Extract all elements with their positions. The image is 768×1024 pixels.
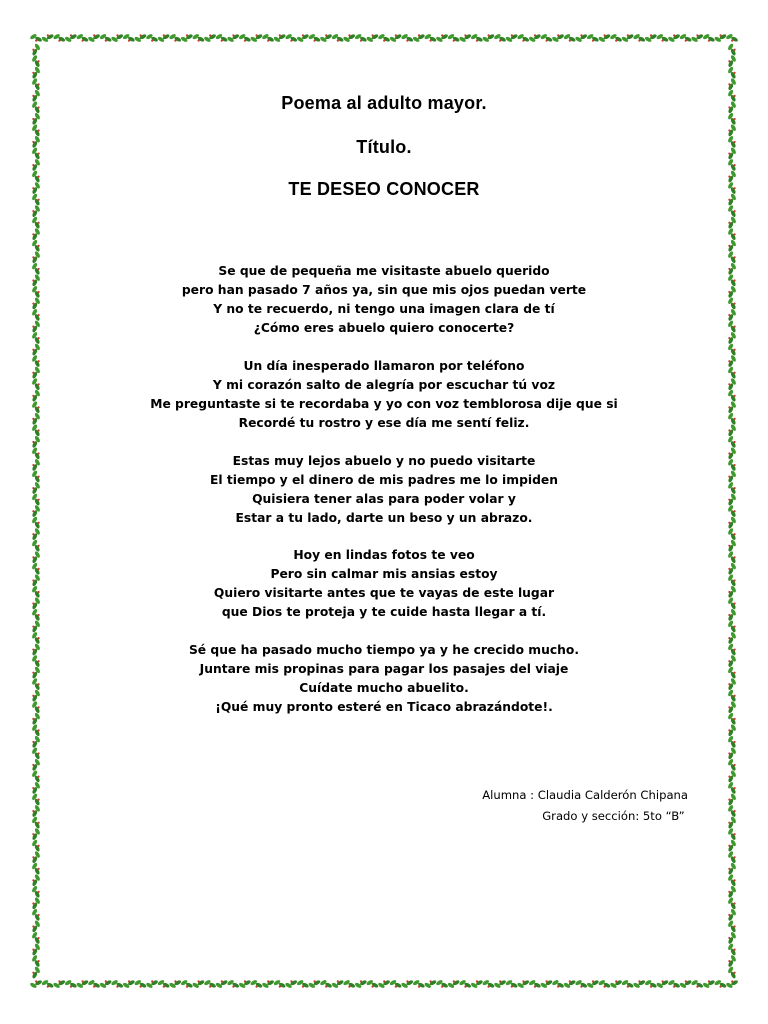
holly-motif [31, 631, 40, 644]
holly-motif [31, 170, 40, 183]
holly-motif [31, 608, 40, 621]
holly-motif [31, 435, 40, 448]
holly-motif [727, 931, 736, 944]
holly-motif [31, 54, 40, 67]
verse: Juntare mis propinas para pagar los pasajes del viaje [199, 662, 569, 677]
holly-motif [727, 308, 736, 321]
holly-motif [31, 354, 40, 367]
holly-motif [727, 735, 736, 748]
holly-motif [31, 850, 40, 863]
holly-motif [727, 481, 736, 494]
verse: El tiempo y el dinero de mis padres me lo impiden [210, 472, 558, 487]
holly-motif [31, 470, 40, 483]
holly-motif [31, 227, 40, 240]
holly-motif [727, 493, 736, 506]
verse: que Dios te proteja y te cuide hasta llegar a tí. [221, 605, 547, 620]
holly-motif [31, 700, 40, 713]
verse: ¡Qué muy pronto esteré en Ticaco abrazándote!. [215, 700, 553, 715]
holly-motif [727, 839, 736, 852]
holly-motif [31, 724, 40, 737]
holly-motif [727, 908, 736, 921]
holly-motif [31, 147, 40, 160]
holly-motif [727, 43, 736, 56]
verse: Cuídate mucho abuelito. [299, 681, 469, 696]
holly-motif [727, 920, 736, 933]
holly-motif [31, 908, 40, 921]
holly-motif [727, 412, 736, 425]
holly-motif [727, 620, 736, 633]
stanza-4 [60, 546, 708, 622]
holly-motif [727, 574, 736, 587]
holly-motif [31, 112, 40, 125]
holly-motif [31, 527, 40, 540]
title-label: Título. [356, 137, 412, 157]
student-name: Alumna : Claudia Calderón Chipana [482, 788, 688, 802]
holly-motif [727, 781, 736, 794]
holly-motif [31, 793, 40, 806]
holly-motif [31, 308, 40, 321]
holly-motif [727, 631, 736, 644]
holly-motif [31, 343, 40, 356]
holly-motif [727, 262, 736, 275]
holly-motif [31, 874, 40, 887]
holly-motif [31, 285, 40, 298]
verse: Y mi corazón salto de alegría por escuchar tú voz [212, 377, 556, 392]
holly-motif [727, 89, 736, 102]
holly-motif [727, 793, 736, 806]
holly-motif [727, 827, 736, 840]
holly-motif [727, 816, 736, 829]
holly-motif [727, 54, 736, 67]
holly-motif [31, 839, 40, 852]
holly-motif [714, 979, 727, 988]
verse: Recordé tu rostro y ese día me sentí feliz. [238, 415, 530, 430]
holly-motif [31, 77, 40, 90]
holly-motif [41, 33, 54, 42]
holly-motif [727, 101, 736, 114]
holly-motif [727, 677, 736, 690]
holly-motif [31, 262, 40, 275]
holly-motif [31, 447, 40, 460]
holly-motif [31, 920, 40, 933]
holly-motif [31, 666, 40, 679]
holly-motif [31, 931, 40, 944]
holly-motif [727, 539, 736, 552]
holly-motif [727, 700, 736, 713]
holly-motif [31, 654, 40, 667]
holly-motif [727, 66, 736, 79]
stanza-3 [60, 452, 708, 528]
verse: Quisiera tener alas para poder volar y [252, 491, 516, 506]
poem-body [60, 262, 708, 736]
holly-motif [727, 124, 736, 137]
stanza-1 [60, 262, 708, 338]
holly-motif [727, 170, 736, 183]
holly-motif [727, 251, 736, 264]
grade-section: Grado y sección: 5to “B” [542, 809, 685, 823]
holly-motif [714, 33, 727, 42]
holly-motif [31, 481, 40, 494]
holly-motif [727, 193, 736, 206]
verse: ¿Cómo eres abuelo quiero conocerte? [253, 321, 515, 335]
holly-motif [727, 320, 736, 333]
holly-motif [31, 816, 40, 829]
holly-motif [31, 620, 40, 633]
holly-motif [31, 758, 40, 771]
holly-motif [31, 274, 40, 287]
holly-motif [727, 885, 736, 898]
holly-motif [31, 204, 40, 217]
holly-motif [727, 401, 736, 414]
holly-motif [727, 585, 736, 598]
verse: pero han pasado 7 años ya, sin que mis ojos puedan verte [181, 283, 587, 297]
holly-motif [31, 862, 40, 875]
holly-motif [41, 979, 54, 988]
holly-motif [31, 539, 40, 552]
holly-motif [31, 897, 40, 910]
holly-motif [727, 112, 736, 125]
holly-motif [727, 516, 736, 529]
holly-motif [727, 239, 736, 252]
holly-motif [727, 654, 736, 667]
holly-motif [31, 643, 40, 656]
holly-motif [31, 885, 40, 898]
holly-motif [727, 366, 736, 379]
holly-motif [31, 366, 40, 379]
holly-motif [727, 204, 736, 217]
page-content [60, 0, 708, 1024]
holly-motif [727, 527, 736, 540]
holly-motif [31, 966, 40, 979]
holly-motif [727, 354, 736, 367]
holly-motif [31, 101, 40, 114]
holly-motif [727, 343, 736, 356]
holly-motif [31, 677, 40, 690]
holly-motif [727, 274, 736, 287]
holly-motif [31, 781, 40, 794]
holly-motif [31, 943, 40, 956]
holly-motif [31, 135, 40, 148]
holly-motif [727, 597, 736, 610]
holly-motif [31, 585, 40, 598]
holly-motif [31, 689, 40, 702]
verse: Estas muy lejos abuelo y no puedo visitarte [232, 453, 536, 468]
holly-motif [727, 389, 736, 402]
holly-motif [29, 979, 42, 988]
holly-motif [727, 724, 736, 737]
holly-motif [727, 689, 736, 702]
stanza-5 [60, 641, 708, 717]
holly-motif [31, 216, 40, 229]
holly-motif [31, 954, 40, 967]
holly-motif [31, 158, 40, 171]
verse: Hoy en lindas fotos te veo [293, 548, 475, 563]
holly-motif [31, 43, 40, 56]
holly-motif [727, 504, 736, 517]
holly-motif [727, 331, 736, 344]
stanza-2 [60, 357, 708, 433]
holly-motif [31, 516, 40, 529]
holly-motif [31, 251, 40, 264]
holly-motif [31, 735, 40, 748]
verse: Pero sin calmar mis ansias estoy [270, 567, 498, 582]
holly-motif [31, 770, 40, 783]
holly-motif [31, 412, 40, 425]
holly-motif [31, 331, 40, 344]
holly-motif [727, 285, 736, 298]
holly-motif [31, 712, 40, 725]
holly-motif [727, 643, 736, 656]
verse: Me preguntaste si te recordaba y yo con voz temblorosa dije que si [150, 396, 618, 411]
holly-motif [727, 712, 736, 725]
holly-motif [31, 804, 40, 817]
holly-motif [725, 33, 738, 42]
holly-motif [31, 193, 40, 206]
holly-motif [727, 550, 736, 563]
holly-motif [727, 377, 736, 390]
holly-motif [31, 597, 40, 610]
holly-motif [31, 401, 40, 414]
holly-motif [725, 979, 738, 988]
verse: Estar a tu lado, darte un beso y un abrazo. [235, 510, 533, 525]
holly-motif [31, 504, 40, 517]
holly-motif [727, 181, 736, 194]
holly-motif [31, 574, 40, 587]
holly-motif [31, 550, 40, 563]
holly-motif [31, 747, 40, 760]
holly-motif [31, 66, 40, 79]
verse: Quiero visitarte antes que te vayas de este lugar [213, 586, 555, 601]
holly-motif [727, 770, 736, 783]
holly-motif [727, 666, 736, 679]
holly-motif [727, 897, 736, 910]
holly-motif [31, 827, 40, 840]
holly-motif [31, 239, 40, 252]
holly-motif [727, 424, 736, 437]
holly-motif [727, 470, 736, 483]
holly-motif [727, 943, 736, 956]
verse: Un día inesperado llamaron por teléfono [243, 358, 525, 373]
holly-motif [727, 77, 736, 90]
holly-motif [727, 862, 736, 875]
holly-motif [727, 158, 736, 171]
holly-motif [31, 124, 40, 137]
holly-motif [31, 458, 40, 471]
holly-motif [31, 493, 40, 506]
holly-motif [727, 147, 736, 160]
verse: Y no te recuerdo, ni tengo una imagen clara de tí [213, 302, 555, 316]
holly-motif [29, 33, 42, 42]
holly-motif [727, 850, 736, 863]
holly-motif [727, 804, 736, 817]
holly-motif [727, 562, 736, 575]
holly-motif [31, 297, 40, 310]
holly-motif [31, 320, 40, 333]
holly-motif [727, 227, 736, 240]
holly-motif [31, 377, 40, 390]
holly-motif [727, 458, 736, 471]
verse: Sé que ha pasado mucho tiempo ya y he crecido mucho. [188, 643, 580, 658]
holly-motif [727, 954, 736, 967]
holly-motif [727, 966, 736, 979]
poem-title: TE DESEO CONOCER [288, 179, 480, 199]
holly-motif [727, 874, 736, 887]
signature-block [482, 785, 688, 827]
holly-motif [31, 562, 40, 575]
holly-motif [31, 424, 40, 437]
holly-motif [727, 447, 736, 460]
holly-motif [727, 747, 736, 760]
holly-motif [727, 435, 736, 448]
holly-motif [727, 758, 736, 771]
holly-motif [727, 135, 736, 148]
holly-motif [727, 216, 736, 229]
holly-motif [727, 297, 736, 310]
poem-heading: Poema al adulto mayor. [281, 93, 487, 113]
holly-motif [727, 608, 736, 621]
holly-motif [31, 89, 40, 102]
holly-motif [31, 389, 40, 402]
verse: Se que de pequeña me visitaste abuelo querido [218, 264, 550, 278]
holly-motif [31, 181, 40, 194]
